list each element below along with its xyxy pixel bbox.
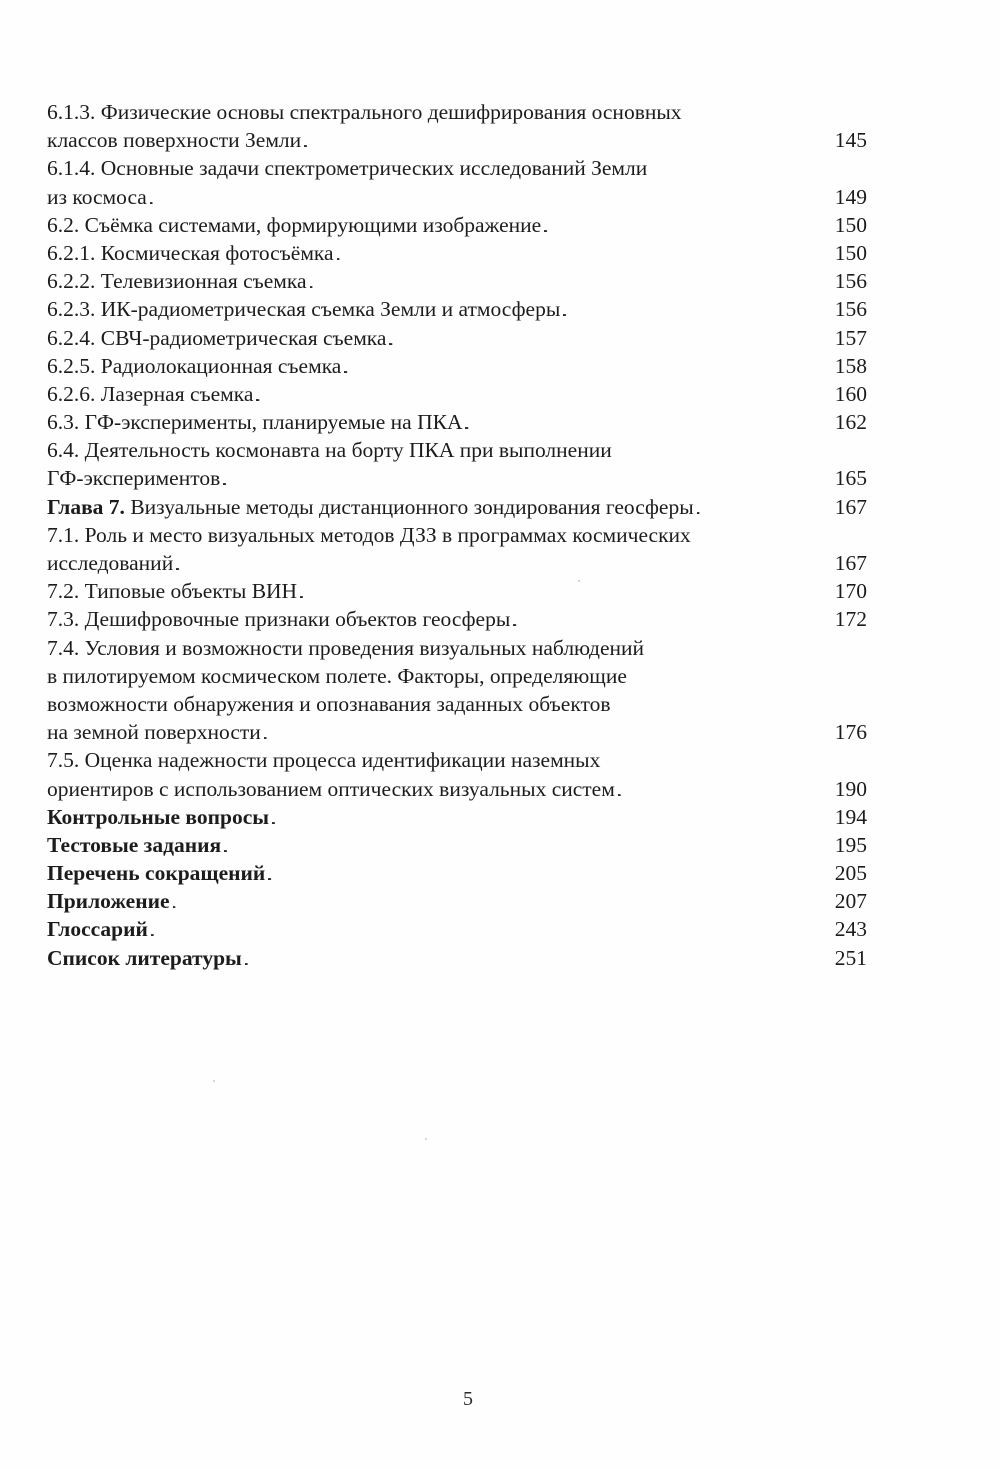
- toc-entry: [47, 267, 867, 295]
- toc-line-with-page: [47, 493, 867, 521]
- toc-line-with-page: [47, 211, 867, 239]
- dot-leader: [268, 859, 831, 890]
- toc-entry: [47, 915, 867, 943]
- toc-entry-text: 6.2.1. Космическая фотосъёмка: [47, 240, 334, 265]
- toc-entry: [47, 634, 867, 747]
- dot-leader: [310, 267, 832, 298]
- dot-leader: [300, 577, 832, 608]
- dot-leader: [272, 803, 832, 834]
- toc-line-with-page: [47, 944, 867, 972]
- toc-entry: [47, 746, 867, 802]
- toc-entry-text: 6.3. ГФ-эксперименты, планируемые на ПКА: [47, 410, 463, 435]
- toc-page-number: 150: [834, 212, 867, 237]
- toc-entry-title: [47, 408, 462, 436]
- toc-entry-text: 6.2.2. Телевизионная съемка: [47, 269, 307, 294]
- dot-leader: [513, 605, 831, 636]
- toc-entry-text: Визуальные методы дистанционного зондирования геосферы: [124, 494, 694, 519]
- toc-entry-title: [47, 577, 297, 605]
- toc-entry-title: [47, 267, 307, 295]
- dot-leader: [389, 324, 831, 355]
- toc-entry-text: Перечень сокращений: [47, 861, 266, 886]
- dot-leader: [618, 775, 832, 806]
- toc-line-with-page: [47, 775, 867, 803]
- toc-entry-title: [47, 239, 334, 267]
- toc-entry-title: [47, 295, 560, 323]
- toc-page-number: 165: [834, 466, 867, 491]
- toc-entry-text: 7.4. Условия и возможности проведения визуальных наблюдений: [47, 635, 645, 660]
- toc-entry-title: [47, 493, 694, 521]
- dot-leader: [344, 352, 831, 383]
- toc-line-with-page: [47, 352, 867, 380]
- toc-entry-text: 7.3. Дешифровочные признаки объектов геосферы: [47, 607, 511, 632]
- toc-entry-title: [47, 859, 265, 887]
- toc-entry: [47, 408, 867, 436]
- toc-entry-title: [47, 380, 253, 408]
- toc-entry-text: из космоса: [47, 184, 147, 209]
- toc-page-number: 172: [834, 607, 867, 632]
- toc-entry-text: 6.1.3. Физические основы спектрального дешифрирования основных: [47, 100, 682, 124]
- toc-entry-text: 6.2.5. Радиолокационная съемка: [47, 353, 342, 378]
- toc-line-with-page: [47, 859, 867, 887]
- toc-page-number: 157: [834, 325, 867, 350]
- dot-leader: [337, 239, 832, 270]
- toc-entry-title: [47, 944, 242, 972]
- toc-page-number: 149: [834, 184, 867, 209]
- toc-page-number: 150: [834, 240, 867, 265]
- dot-leader: [224, 831, 832, 862]
- toc-entry: [47, 380, 867, 408]
- toc-page-number: 190: [834, 776, 867, 801]
- toc-entry-text: Контрольные вопросы: [47, 804, 270, 829]
- paper-speck: [578, 580, 580, 582]
- dot-leader: [563, 295, 831, 326]
- table-of-contents: [47, 98, 867, 972]
- toc-entry-text: [47, 436, 867, 464]
- toc-entry: [47, 944, 867, 972]
- toc-entry-text: [47, 521, 867, 549]
- toc-entry-text: [47, 746, 867, 774]
- toc-entry-text: Приложение: [47, 889, 170, 914]
- toc-entry-title: [47, 549, 173, 577]
- toc-page-number: 156: [834, 269, 867, 294]
- toc-page-number: 156: [834, 297, 867, 322]
- toc-entry-text: 6.2.6. Лазерная съемка: [47, 381, 254, 406]
- toc-line-with-page: [47, 803, 867, 831]
- toc-entry: [47, 211, 867, 239]
- toc-entry-text: [47, 98, 867, 126]
- toc-entry-text: Глоссарий: [47, 917, 148, 942]
- toc-entry-text: [47, 634, 867, 662]
- toc-line-with-page: [47, 605, 867, 633]
- toc-line-with-page: [47, 831, 867, 859]
- dot-leader: [544, 211, 832, 242]
- toc-line-with-page: [47, 126, 867, 154]
- toc-entry-text: 7.2. Типовые объекты ВИН: [47, 579, 298, 604]
- toc-entry-text: 6.2.3. ИК-радиометрическая съемка Земли и атмосферы: [47, 297, 561, 322]
- toc-line-with-page: [47, 239, 867, 267]
- toc-entry: [47, 493, 867, 521]
- toc-entry-text: 6.4. Деятельность космонавта на борту ПКА при выполнении: [47, 438, 612, 463]
- toc-entry-text: Список литературы: [47, 945, 242, 970]
- paper-speck: [425, 1138, 427, 1140]
- toc-page-number: 145: [834, 128, 867, 153]
- dot-leader: [264, 718, 832, 749]
- toc-entry: [47, 803, 867, 831]
- toc-page-number: 205: [834, 861, 867, 886]
- toc-entry: [47, 831, 867, 859]
- toc-page-number: 243: [834, 917, 867, 942]
- toc-entry-text: [47, 690, 867, 718]
- toc-entry-title: [47, 775, 615, 803]
- toc-entry: [47, 154, 867, 210]
- toc-entry: [47, 98, 867, 154]
- toc-entry-title: [47, 324, 386, 352]
- toc-entry-title: [47, 915, 148, 943]
- toc-entry: [47, 352, 867, 380]
- toc-entry-text: в пилотируемом космическом полете. Факторы, определяющие: [47, 663, 627, 688]
- toc-entry-title: [47, 126, 301, 154]
- toc-line-with-page: [47, 464, 867, 492]
- toc-entry-text: на земной поверхности: [47, 720, 261, 745]
- toc-entry-title: [47, 718, 261, 746]
- chapter-label: Глава 7.: [47, 494, 125, 519]
- toc-line-with-page: [47, 324, 867, 352]
- toc-line-with-page: [47, 718, 867, 746]
- toc-page-number: 167: [834, 551, 867, 575]
- toc-entry: [47, 887, 867, 915]
- toc-page-number: 207: [834, 889, 867, 914]
- toc-page-number: 167: [834, 494, 867, 519]
- toc-page-number: 195: [834, 832, 867, 857]
- toc-entry-title: [47, 464, 220, 492]
- toc-page-number: 194: [834, 804, 867, 829]
- toc-page-number: 158: [834, 353, 867, 378]
- toc-entry: [47, 605, 867, 633]
- toc-entry-text: 6.1.4. Основные задачи спектрометрических исследований Земли: [47, 156, 648, 181]
- toc-entry-title: [47, 352, 341, 380]
- toc-entry: [47, 577, 867, 605]
- toc-entry-text: ГФ-экспериментов: [47, 466, 221, 491]
- toc-entry-title: [47, 831, 221, 859]
- toc-line-with-page: [47, 380, 867, 408]
- toc-page-number: 160: [834, 381, 867, 406]
- toc-entry-text: Тестовые задания: [47, 832, 222, 857]
- toc-entry-text: 7.5. Оценка надежности процесса идентификации наземных: [47, 748, 601, 773]
- toc-entry: [47, 521, 867, 577]
- toc-entry: [47, 324, 867, 352]
- toc-page-number: 170: [834, 579, 867, 604]
- toc-line-with-page: [47, 295, 867, 323]
- dot-leader: [150, 183, 832, 214]
- toc-entry-title: [47, 183, 147, 211]
- toc-line-with-page: [47, 408, 867, 436]
- toc-entry: [47, 239, 867, 267]
- toc-entry: [47, 436, 867, 492]
- toc-entry-title: [47, 211, 541, 239]
- toc-entry: [47, 859, 867, 887]
- toc-entry-text: [47, 662, 867, 690]
- toc-entry-text: классов поверхности Земли: [47, 128, 302, 153]
- toc-entry-text: 6.2.4. СВЧ-радиометрическая съемка: [47, 325, 387, 350]
- dot-leader: [465, 408, 831, 439]
- toc-entry-text: возможности обнаружения и опознавания заданных объектов: [47, 691, 611, 716]
- toc-entry-title: [47, 887, 170, 915]
- toc-entry: [47, 295, 867, 323]
- toc-entry-text: 7.1. Роль и место визуальных методов ДЗЗ в программах космических: [47, 522, 691, 547]
- toc-line-with-page: [47, 915, 867, 943]
- toc-line-with-page: [47, 267, 867, 295]
- toc-line-with-page: [47, 887, 867, 915]
- toc-line-with-page: [47, 183, 867, 211]
- dot-leader: [173, 887, 832, 918]
- toc-entry-text: [47, 154, 867, 182]
- page-number: 5: [463, 1388, 473, 1410]
- dot-leader: [223, 464, 832, 495]
- toc-page-number: 162: [834, 410, 867, 435]
- dot-leader: [245, 944, 832, 975]
- dot-leader: [304, 126, 832, 157]
- dot-leader: [697, 493, 832, 524]
- toc-entry-text: 6.2. Съёмка системами, формирующими изображение: [47, 212, 542, 237]
- toc-entry-text: исследований: [47, 551, 174, 575]
- paper-speck: [213, 1080, 215, 1082]
- toc-line-with-page: [47, 549, 867, 577]
- dot-leader: [256, 380, 831, 411]
- toc-page-number: 176: [834, 720, 867, 745]
- toc-entry-title: [47, 803, 269, 831]
- toc-entry-text: ориентиров с использованием оптических визуальных систем: [47, 776, 615, 801]
- toc-page-number: 251: [834, 945, 867, 970]
- dot-leader: [176, 549, 832, 580]
- toc-line-with-page: [47, 577, 867, 605]
- toc-entry-title: [47, 605, 510, 633]
- dot-leader: [151, 915, 832, 946]
